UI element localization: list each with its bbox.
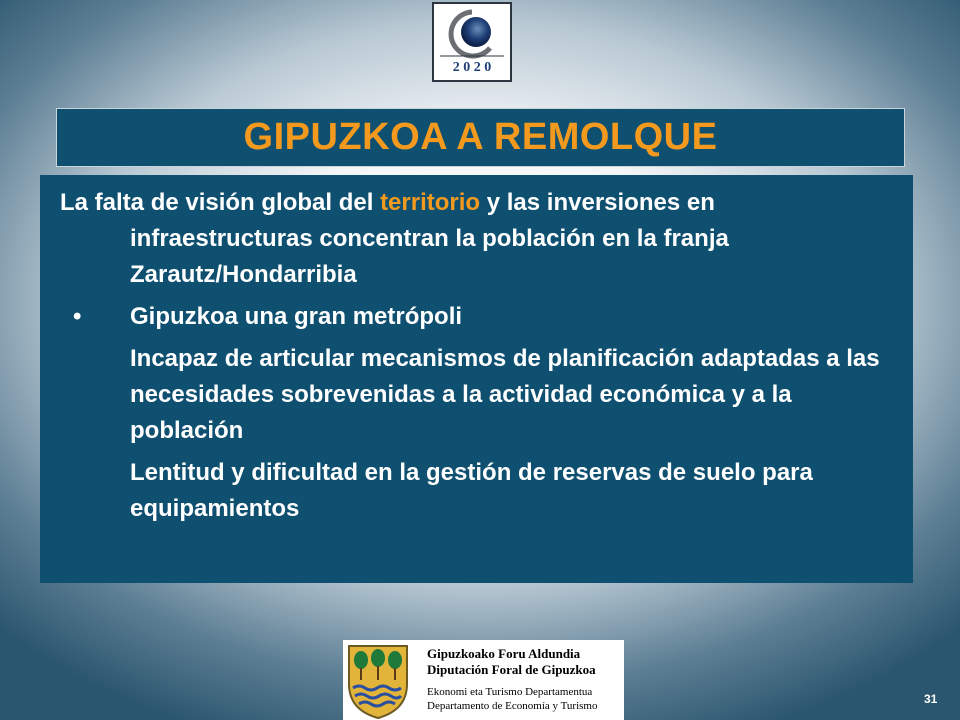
bullet-text: Gipuzkoa una gran metrópoli	[130, 303, 463, 330]
footer-line-spanish: Diputación Foral de Gipuzkoa	[427, 662, 596, 677]
top-logo	[432, 2, 512, 82]
footer-logo	[343, 640, 624, 720]
footer-dept-spanish: Departamento de Economía y Turismo	[427, 700, 598, 712]
intro-text-start: La falta de visión global del	[60, 189, 381, 216]
slide-title: GIPUZKOA A REMOLQUE	[243, 116, 718, 158]
footer-line-basque: Gipuzkoako Foru Aldundia	[427, 646, 581, 661]
title-bar	[56, 108, 905, 167]
bullet-icon: •	[73, 303, 82, 330]
footer-dept-basque: Ekonomi eta Turismo Departamentua	[427, 686, 593, 698]
content-panel	[40, 175, 913, 583]
page-number: 31	[924, 692, 938, 706]
land-reserves-paragraph: Lentitud y dificultad en la gestión de reservas de suelo para equipamientos	[130, 459, 813, 522]
intro-text-end: y las inversiones en infraestructuras concentran la población en la franja Zarautz/Hondarribia	[130, 189, 729, 288]
logo-year: 2 0 2 0	[452, 60, 492, 75]
planning-paragraph: Incapaz de articular mecanismos de planificación adaptadas a las necesidades sobrevenidas a la actividad económica y a la población	[130, 345, 880, 444]
intro-paragraph	[60, 185, 893, 293]
bullet-item	[60, 299, 893, 335]
coat-of-arms-icon	[343, 640, 423, 720]
intro-accent-word: territorio	[380, 189, 481, 216]
